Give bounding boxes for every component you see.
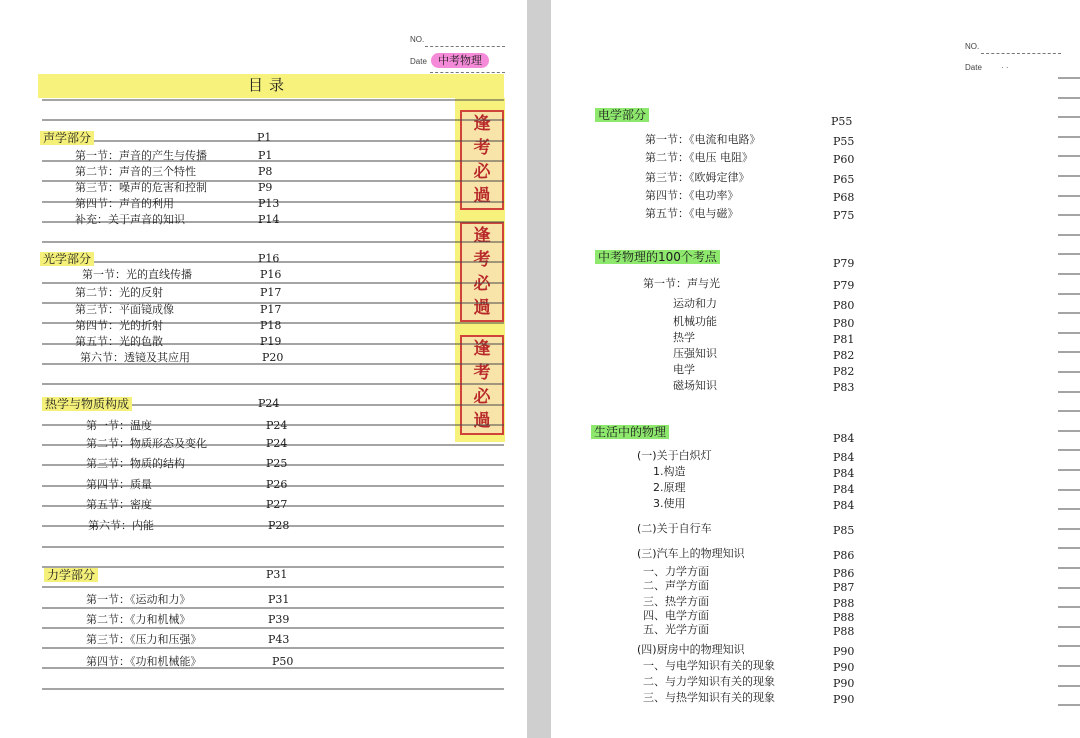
toc-entry-page: P25 [266, 457, 288, 470]
left-notebook-page [0, 0, 527, 738]
toc-entry: (二)关于自行车 [637, 522, 712, 535]
toc-entry: 第六节：透镜及其应用 [80, 351, 190, 364]
toc-entry: 机械功能 [673, 315, 717, 328]
section-page-number: P24 [258, 397, 280, 410]
toc-entry-page: P60 [833, 153, 855, 166]
toc-entry-page: P75 [833, 209, 855, 222]
toc-entry: 三、热学方面 [643, 595, 709, 608]
stamp-character: 逢 [473, 114, 491, 134]
toc-entry-page: P68 [833, 191, 855, 204]
toc-entry-page: P90 [833, 645, 855, 658]
toc-entry-page: P79 [833, 279, 855, 292]
toc-entry-page: P24 [266, 419, 288, 432]
toc-entry: 热学 [673, 331, 695, 344]
stamp-character: 必 [473, 162, 491, 182]
toc-entry: 第二节：声音的三个特性 [75, 165, 196, 178]
toc-entry: 第二节：物质形态及变化 [86, 437, 207, 450]
toc-entry-page: P88 [833, 611, 855, 624]
toc-entry-page: P17 [260, 286, 282, 299]
toc-entry: 四、电学方面 [643, 609, 709, 622]
toc-entry-page: P9 [258, 181, 273, 194]
toc-entry-page: P80 [833, 299, 855, 312]
toc-entry-page: P84 [833, 451, 855, 464]
toc-entry: 一、力学方面 [643, 565, 709, 578]
toc-entry-page: P43 [268, 633, 290, 646]
toc-entry: 运动和力 [673, 297, 717, 310]
toc-entry: 三、与热学知识有关的现象 [643, 691, 775, 704]
section-page-number: P55 [831, 115, 853, 128]
toc-entry-page: P90 [833, 661, 855, 674]
toc-entry-page: P84 [833, 499, 855, 512]
toc-entry-page: P87 [833, 581, 855, 594]
left-date-label: Date [410, 57, 427, 66]
toc-entry: (四)厨房中的物理知识 [637, 643, 745, 656]
toc-entry: 第三节：平面镜成像 [75, 303, 174, 316]
toc-entry: 3.使用 [653, 497, 686, 510]
toc-entry: 2.原理 [653, 481, 686, 494]
stamp-character: 過 [473, 298, 491, 318]
toc-entry: 第一节：声与光 [643, 277, 720, 290]
toc-entry-page: P28 [268, 519, 290, 532]
toc-entry: 第一节：光的直线传播 [82, 268, 192, 281]
toc-entry-page: P18 [260, 319, 282, 332]
toc-entry: (三)汽车上的物理知识 [637, 547, 745, 560]
toc-entry-page: P88 [833, 625, 855, 638]
toc-entry: 一、与电学知识有关的现象 [643, 659, 775, 672]
section-title: 声学部分 [40, 131, 94, 145]
toc-entry-page: P20 [262, 351, 284, 364]
toc-entry-page: P84 [833, 467, 855, 480]
toc-entry-page: P19 [260, 335, 282, 348]
toc-entry-page: P82 [833, 365, 855, 378]
toc-entry-page: P13 [258, 197, 280, 210]
toc-entry-page: P24 [266, 437, 288, 450]
toc-entry-page: P50 [272, 655, 294, 668]
section-page-number: P16 [258, 252, 280, 265]
toc-entry: 第四节：质量 [86, 478, 152, 491]
toc-entry: 第二节：《电压 电阻》 [645, 151, 753, 164]
stamp-character: 逢 [473, 226, 491, 246]
right-no-label: NO. [965, 42, 980, 51]
toc-entry: 第二节：《力和机械》 [86, 613, 191, 626]
toc-entry: 第四节：《功和机械能》 [86, 655, 202, 668]
stamp-character: 必 [473, 274, 491, 294]
toc-entry: 第五节：《电与磁》 [645, 207, 739, 220]
toc-entry-page: P86 [833, 567, 855, 580]
right-notebook-page [551, 0, 1080, 738]
left-no-label: NO. [410, 35, 425, 44]
toc-entry: 第三节：《压力和压强》 [86, 633, 202, 646]
section-page-number: P84 [833, 432, 855, 445]
toc-entry: 第二节：光的反射 [75, 286, 163, 299]
stamp-character: 考 [473, 363, 491, 383]
stamp-character: 逢 [473, 339, 491, 359]
toc-entry-page: P88 [833, 597, 855, 610]
section-title: 热学与物质构成 [42, 397, 132, 411]
toc-entry-page: P82 [833, 349, 855, 362]
section-title: 中考物理的100个考点 [595, 250, 720, 264]
right-date-value: · · [1001, 63, 1009, 72]
page-title: 目录 [248, 76, 291, 94]
toc-entry-page: P26 [266, 478, 288, 491]
stamp-character: 考 [473, 250, 491, 270]
toc-entry-page: P90 [833, 677, 855, 690]
section-title: 电学部分 [595, 108, 649, 122]
section-page-number: P1 [257, 131, 272, 144]
toc-entry-page: P17 [260, 303, 282, 316]
toc-entry: 1.构造 [653, 465, 686, 478]
toc-entry-page: P80 [833, 317, 855, 330]
toc-entry: 第四节：光的折射 [75, 319, 163, 332]
toc-entry: 五、光学方面 [643, 623, 709, 636]
toc-entry: 第一节：声音的产生与传播 [75, 149, 207, 162]
toc-entry-page: P1 [258, 149, 273, 162]
toc-entry-page: P39 [268, 613, 290, 626]
toc-entry-page: P27 [266, 498, 288, 511]
toc-entry-page: P83 [833, 381, 855, 394]
toc-entry: 第一节：《电流和电路》 [645, 133, 761, 146]
toc-entry-page: P55 [833, 135, 855, 148]
section-page-number: P79 [833, 257, 855, 270]
left-ruled-lines [0, 0, 527, 738]
stamp-character: 過 [473, 411, 491, 431]
toc-entry-page: P65 [833, 173, 855, 186]
toc-entry: 二、声学方面 [643, 579, 709, 592]
toc-entry: 第四节：声音的利用 [75, 197, 174, 210]
toc-entry: 第四节：《电功率》 [645, 189, 739, 202]
stamp-character: 必 [473, 387, 491, 407]
toc-entry-page: P84 [833, 483, 855, 496]
toc-entry: 第三节：物质的结构 [86, 457, 185, 470]
toc-entry: 电学 [673, 363, 695, 376]
toc-entry: 第一节：温度 [86, 419, 152, 432]
toc-entry-page: P31 [268, 593, 290, 606]
left-date-value: 中考物理 [431, 53, 489, 68]
toc-entry: (一)关于白炽灯 [637, 449, 712, 462]
stamp-character: 過 [473, 186, 491, 206]
toc-entry: 第五节：密度 [86, 498, 152, 511]
toc-entry: 二、与力学知识有关的现象 [643, 675, 775, 688]
right-date-label: Date [965, 63, 982, 72]
toc-entry-page: P81 [833, 333, 855, 346]
toc-entry-page: P16 [260, 268, 282, 281]
section-title: 力学部分 [44, 568, 98, 582]
toc-entry-page: P8 [258, 165, 273, 178]
toc-entry: 第五节：光的色散 [75, 335, 163, 348]
toc-entry: 补充：关于声音的知识 [75, 213, 185, 226]
toc-entry-page: P85 [833, 524, 855, 537]
toc-entry: 第三节：《欧姆定律》 [645, 171, 750, 184]
stamp-character: 考 [473, 138, 491, 158]
section-title: 光学部分 [40, 252, 94, 266]
toc-entry: 第六节：内能 [88, 519, 154, 532]
section-title: 生活中的物理 [591, 425, 669, 439]
toc-entry-page: P14 [258, 213, 280, 226]
toc-entry-page: P86 [833, 549, 855, 562]
page-gutter [527, 0, 551, 738]
section-page-number: P31 [266, 568, 288, 581]
toc-entry: 压强知识 [673, 347, 717, 360]
toc-entry-page: P90 [833, 693, 855, 706]
toc-entry: 第三节：噪声的危害和控制 [75, 181, 207, 194]
toc-entry: 第一节：《运动和力》 [86, 593, 191, 606]
toc-entry: 磁场知识 [673, 379, 717, 392]
